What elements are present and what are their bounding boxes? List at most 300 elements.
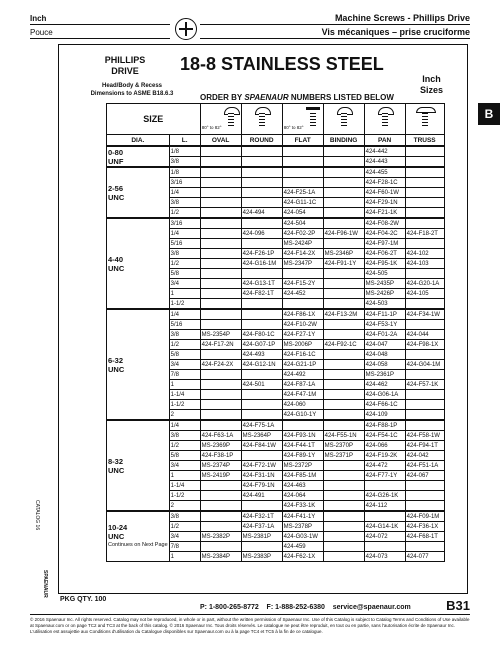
part-number-cell: 424-503 [364, 299, 405, 310]
column-header-length: L. [169, 135, 200, 147]
column-header-oval: OVAL [200, 135, 241, 147]
part-number-cell: 424-F47-1M [282, 390, 323, 400]
part-number-cell [200, 400, 241, 410]
part-number-cell [405, 320, 444, 330]
part-number-cell: 424-G12-1N [241, 360, 282, 370]
part-number-cell: 424-F34-1W [405, 309, 444, 320]
part-number-cell [241, 542, 282, 552]
part-number-cell: 424-F89-1Y [282, 451, 323, 461]
part-number-cell [405, 370, 444, 380]
part-number-cell [200, 522, 241, 532]
package-quantity: PKG QTY. 100 [60, 596, 107, 603]
pan-head-icon [364, 104, 405, 135]
part-number-cell [323, 269, 364, 279]
part-number-cell: 424-054 [282, 208, 323, 219]
part-number-cell: 424-G03-1W [282, 532, 323, 542]
part-number-cell: 424-F72-1W [241, 461, 282, 471]
part-number-cell: 424-F21-1K [364, 208, 405, 219]
length-cell: 2 [169, 501, 200, 512]
oval-head-icon: 80° to 82° [200, 104, 241, 135]
part-number-cell [323, 370, 364, 380]
part-number-cell [241, 157, 282, 168]
part-number-cell [200, 279, 241, 289]
part-number-cell [323, 360, 364, 370]
part-number-cell: 424-G06-1A [364, 390, 405, 400]
catalog-edition: CATALOG 16 [34, 500, 40, 531]
part-number-cell [241, 188, 282, 198]
part-number-cell: 424-F32-1T [241, 511, 282, 522]
header-title-en: Machine Screws - Phillips Drive [334, 13, 470, 23]
part-number-cell [282, 178, 323, 188]
part-number-cell [200, 481, 241, 491]
column-header-dia: DIA. [107, 135, 170, 147]
phillips-screw-icon [175, 18, 197, 40]
part-number-cell: 424-058 [364, 360, 405, 370]
part-number-cell [200, 390, 241, 400]
part-number-cell: 424-494 [241, 208, 282, 219]
part-number-cell [200, 178, 241, 188]
part-number-cell: MS-2372P [282, 461, 323, 471]
part-number-cell: MS-2361P [364, 370, 405, 380]
part-number-cell [200, 511, 241, 522]
contact-info [200, 604, 411, 611]
part-number-cell [241, 218, 282, 229]
part-number-cell: 424-F15-2Y [282, 279, 323, 289]
email-link[interactable]: service@spaenaur.com [332, 604, 411, 611]
part-number-cell [405, 146, 444, 157]
part-number-cell [200, 229, 241, 239]
length-cell: 3/16 [169, 178, 200, 188]
part-number-cell: 424-048 [364, 350, 405, 360]
part-number-cell: 424-F82-1T [241, 289, 282, 299]
column-header-flat: FLAT [282, 135, 323, 147]
part-number-cell [200, 208, 241, 219]
part-number-cell: 424-F26-1P [241, 249, 282, 259]
part-number-cell: 424-459 [282, 542, 323, 552]
part-number-cell: MS-2347P [282, 259, 323, 269]
part-number-cell: 424-044 [405, 330, 444, 340]
part-number-cell [200, 146, 241, 157]
part-number-cell [200, 420, 241, 431]
part-number-cell: MS-2346P [323, 249, 364, 259]
binding-head-icon [323, 104, 364, 135]
part-number-cell [241, 370, 282, 380]
part-number-cell: 424-F85-1M [282, 471, 323, 481]
part-number-cell: 424-F28-1C [364, 178, 405, 188]
length-cell: 1-1/2 [169, 299, 200, 310]
length-cell: 1 [169, 380, 200, 390]
part-number-cell [405, 481, 444, 491]
part-number-cell: MS-2426P [364, 289, 405, 299]
part-number-cell: 424-442 [364, 146, 405, 157]
part-number-cell: 424-F18-2T [405, 229, 444, 239]
part-number-cell: 424-F04-2C [364, 229, 405, 239]
part-number-cell [323, 522, 364, 532]
diameter-cell: 8-32 UNC [107, 420, 170, 511]
part-number-cell: 424-096 [241, 229, 282, 239]
part-number-cell [282, 167, 323, 178]
diameter-cell: 2-56 UNC [107, 167, 170, 218]
length-cell: 3/4 [169, 461, 200, 471]
part-number-cell: 424-F33-1K [282, 501, 323, 512]
part-number-cell [200, 320, 241, 330]
part-number-cell: 424-F98-1X [405, 340, 444, 350]
part-number-cell: 424-066 [364, 441, 405, 451]
part-number-cell [200, 309, 241, 320]
part-number-cell: 424-047 [364, 340, 405, 350]
table-row [107, 146, 445, 157]
part-number-cell: 424-060 [282, 400, 323, 410]
length-cell: 1/4 [169, 188, 200, 198]
part-number-cell: 424-462 [364, 380, 405, 390]
length-cell: 1-1/4 [169, 390, 200, 400]
length-cell: 5/16 [169, 320, 200, 330]
part-number-cell: 424-F87-1A [282, 380, 323, 390]
part-number-cell [323, 491, 364, 501]
part-number-cell: MS-2382P [200, 532, 241, 542]
part-number-cell: MS-2371P [323, 451, 364, 461]
part-number-cell [200, 249, 241, 259]
header-inch: Inch [30, 14, 47, 23]
length-cell: 5/16 [169, 239, 200, 249]
page-number: B31 [446, 598, 470, 613]
part-number-cell [200, 370, 241, 380]
part-number-cell [323, 167, 364, 178]
length-cell: 5/8 [169, 269, 200, 279]
part-number-cell: 424-501 [241, 380, 282, 390]
part-number-cell: 424-452 [282, 289, 323, 299]
part-number-cell: 424-F06-2T [364, 249, 405, 259]
part-number-cell: 424-491 [241, 491, 282, 501]
part-number-cell [200, 269, 241, 279]
part-number-cell: 424-F24-2X [200, 360, 241, 370]
part-number-cell: 424-F17-2N [200, 340, 241, 350]
part-number-cell: 424-G10-1Y [282, 410, 323, 421]
part-number-cell [323, 178, 364, 188]
part-number-cell: 424-F19-2K [364, 451, 405, 461]
length-cell: 1/4 [169, 420, 200, 431]
part-number-cell [405, 198, 444, 208]
page-title: 18-8 STAINLESS STEEL [180, 54, 384, 74]
part-number-cell: MS-2384P [200, 552, 241, 562]
part-number-cell: 424-F44-1T [282, 441, 323, 451]
part-number-cell: 424-103 [405, 259, 444, 269]
part-number-cell [323, 532, 364, 542]
part-number-cell: 424-F58-1W [405, 431, 444, 441]
part-number-cell: 424-077 [405, 552, 444, 562]
part-number-cell [282, 420, 323, 431]
part-number-cell: 424-F25-1A [282, 188, 323, 198]
part-number-cell [282, 146, 323, 157]
part-number-cell: 424-F75-1A [241, 420, 282, 431]
part-number-cell: 424-G11-1C [282, 198, 323, 208]
part-number-cell: 424-F38-1P [200, 451, 241, 461]
part-number-cell [364, 542, 405, 552]
part-number-cell: 424-G13-1T [241, 279, 282, 289]
length-cell: 3/4 [169, 360, 200, 370]
part-number-cell [405, 167, 444, 178]
part-number-cell [323, 471, 364, 481]
part-number-cell [200, 350, 241, 360]
part-number-cell [364, 511, 405, 522]
part-number-cell: 424-F02-2P [282, 229, 323, 239]
part-number-cell [200, 289, 241, 299]
part-number-cell [323, 239, 364, 249]
length-cell: 1/2 [169, 259, 200, 269]
part-number-cell [200, 157, 241, 168]
part-number-cell [200, 259, 241, 269]
part-number-cell [200, 501, 241, 512]
part-number-cell: 424-072 [364, 532, 405, 542]
part-number-cell [323, 420, 364, 431]
brand-logo: SPAENAUR [42, 570, 48, 598]
inch-sizes-label: Inch Sizes [420, 74, 444, 95]
part-number-cell: MS-2378P [282, 522, 323, 532]
part-number-cell: 424-F60-1W [364, 188, 405, 198]
part-number-cell [323, 330, 364, 340]
part-number-cell [241, 167, 282, 178]
part-number-cell [405, 299, 444, 310]
part-number-cell [323, 198, 364, 208]
part-number-cell: MS-2383P [241, 552, 282, 562]
header-title-fr: Vis mécaniques – prise cruciforme [321, 27, 470, 37]
part-number-cell [241, 239, 282, 249]
part-number-cell: 424-F08-2W [364, 218, 405, 229]
part-number-cell: 424-F55-1N [323, 431, 364, 441]
part-number-cell: 424-F62-1X [282, 552, 323, 562]
length-cell: 1-1/4 [169, 481, 200, 491]
part-number-cell: 424-F09-1M [405, 511, 444, 522]
part-number-cell [241, 309, 282, 320]
column-header-round: ROUND [241, 135, 282, 147]
part-number-cell: 424-F84-1W [241, 441, 282, 451]
part-number-cell: 424-105 [405, 289, 444, 299]
part-number-cell: MS-2424P [282, 239, 323, 249]
part-number-cell: 424-F66-1C [364, 400, 405, 410]
length-cell: 3/8 [169, 157, 200, 168]
part-number-cell [323, 380, 364, 390]
part-number-cell: 424-F27-1Y [282, 330, 323, 340]
part-number-cell: 424-112 [364, 501, 405, 512]
part-number-cell: 424-F10-2W [282, 320, 323, 330]
length-cell: 7/8 [169, 542, 200, 552]
part-number-cell [200, 167, 241, 178]
part-number-cell: 424-102 [405, 249, 444, 259]
part-number-cell: 424-F41-1Y [282, 511, 323, 522]
phone: P: 1-800-265-8772 [200, 604, 259, 611]
part-number-cell: MS-2369P [200, 441, 241, 451]
section-tab: B [478, 103, 500, 125]
flat-head-icon: 80° to 82° [282, 104, 323, 135]
part-number-cell: 424-F77-1Y [364, 471, 405, 481]
part-number-cell [200, 542, 241, 552]
fax: F: 1-888-252-6380 [266, 604, 325, 611]
part-number-cell [241, 146, 282, 157]
table-row [107, 167, 445, 178]
part-number-cell: 424-G21-1P [282, 360, 323, 370]
length-cell: 3/4 [169, 279, 200, 289]
length-cell: 3/8 [169, 330, 200, 340]
length-cell: 1-1/2 [169, 491, 200, 501]
table-row [107, 309, 445, 320]
part-number-cell: 424-F88-1P [364, 420, 405, 431]
header-pouce: Pouce [30, 28, 53, 37]
part-number-cell [323, 188, 364, 198]
part-number-cell: 424-F97-1M [364, 239, 405, 249]
part-number-cell [241, 178, 282, 188]
table-row [107, 218, 445, 229]
length-cell: 7/8 [169, 370, 200, 380]
length-cell: 3/8 [169, 431, 200, 441]
part-number-cell: 424-F96-1W [323, 229, 364, 239]
length-cell: 2 [169, 410, 200, 421]
round-head-icon [241, 104, 282, 135]
part-number-cell: MS-2354P [200, 330, 241, 340]
parts-table [106, 103, 445, 562]
part-number-cell [241, 410, 282, 421]
part-number-cell: 424-493 [241, 350, 282, 360]
part-number-cell [282, 299, 323, 310]
part-number-cell [323, 400, 364, 410]
part-number-cell [405, 491, 444, 501]
diameter-cell: 10-24 UNC Continues on Next Page [107, 511, 170, 562]
part-number-cell: 424-F01-2A [364, 330, 405, 340]
part-number-cell: 424-505 [364, 269, 405, 279]
part-number-cell [200, 239, 241, 249]
part-number-cell [323, 146, 364, 157]
part-number-cell [241, 198, 282, 208]
part-number-cell [405, 420, 444, 431]
part-number-cell: 424-F29-1N [364, 198, 405, 208]
length-cell: 3/8 [169, 511, 200, 522]
length-cell: 5/8 [169, 451, 200, 461]
table-row [107, 420, 445, 431]
part-number-cell: 424-G14-1K [364, 522, 405, 532]
part-number-cell [405, 501, 444, 512]
part-number-cell: MS-2006P [282, 340, 323, 350]
truss-head-icon [405, 104, 444, 135]
part-number-cell [200, 198, 241, 208]
part-number-cell [405, 188, 444, 198]
part-number-cell: 424-F16-1C [282, 350, 323, 360]
part-number-cell: 424-F79-1N [241, 481, 282, 491]
column-header-binding: BINDING [323, 135, 364, 147]
part-number-cell [405, 218, 444, 229]
length-cell: 3/8 [169, 249, 200, 259]
part-number-cell: 424-F63-1A [200, 431, 241, 441]
part-number-cell: 424-F31-1N [241, 471, 282, 481]
column-header-truss: TRUSS [405, 135, 444, 147]
part-number-cell: 424-G16-1M [241, 259, 282, 269]
diameter-cell: 6-32 UNC [107, 309, 170, 420]
length-cell: 3/8 [169, 198, 200, 208]
length-cell: 1/4 [169, 229, 200, 239]
part-number-cell [323, 461, 364, 471]
table-row [107, 511, 445, 522]
length-cell: 1/2 [169, 340, 200, 350]
part-number-cell: MS-2381P [241, 532, 282, 542]
part-number-cell [282, 157, 323, 168]
part-number-cell [405, 390, 444, 400]
part-number-cell: 424-F93-1N [282, 431, 323, 441]
part-number-cell: 424-G04-1M [405, 360, 444, 370]
part-number-cell [241, 299, 282, 310]
length-cell: 3/16 [169, 218, 200, 229]
part-number-cell [323, 208, 364, 219]
part-number-cell [241, 501, 282, 512]
part-number-cell: 424-F54-1C [364, 431, 405, 441]
part-number-cell: MS-2374P [200, 461, 241, 471]
part-number-cell [323, 410, 364, 421]
part-number-cell: 424-F51-1A [405, 461, 444, 471]
part-number-cell: 424-F80-1C [241, 330, 282, 340]
part-number-cell: 424-F94-1T [405, 441, 444, 451]
drive-label: PHILLIPS DRIVE [104, 55, 146, 76]
part-number-cell [282, 269, 323, 279]
part-number-cell [241, 390, 282, 400]
part-number-cell: 424-F95-1K [364, 259, 405, 269]
part-number-cell: MS-2370P [323, 441, 364, 451]
length-cell: 3/4 [169, 532, 200, 542]
part-number-cell [200, 410, 241, 421]
part-number-cell: 424-F91-1Y [323, 259, 364, 269]
part-number-cell: 424-F36-1X [405, 522, 444, 532]
part-number-cell [405, 350, 444, 360]
length-cell: 1/2 [169, 441, 200, 451]
part-number-cell: 424-F92-1C [323, 340, 364, 350]
dimensions-note: Head/Body & Recess Dimensions to ASME B18.6.3 [90, 83, 174, 97]
length-cell: 1/4 [169, 309, 200, 320]
part-number-cell [323, 542, 364, 552]
part-number-cell [323, 279, 364, 289]
part-number-cell [241, 400, 282, 410]
part-number-cell [241, 269, 282, 279]
part-number-cell [405, 239, 444, 249]
length-cell: 1/8 [169, 146, 200, 157]
part-number-cell [323, 299, 364, 310]
part-number-cell [323, 552, 364, 562]
part-number-cell [241, 451, 282, 461]
legal-text: © 2016 Spaenaur Inc. All rights reserved. Catalog may not be reproduced, in whole or in part, without the written permission of Spaenaur Inc. Use of this Catalog is subject to Catalog Terms and Conditions of Use available at Spaenaur.com or on page TC2 and TC3 at the back of this catalog. © 2016 Spaenaur Inc. Tous droits réservés. Le catalogue ne peut être reproduit, en tout ou en partie, sans l'autorisation écrite de Spaenaur Inc. L'utilisation est assujettie aux Conditions d'utilisation du Catalogue disponibles sur Spaenaur.com ou à la page TC4 et TC5 à la fin de ce catalogue. [30, 617, 470, 634]
length-cell: 1/2 [169, 208, 200, 219]
column-header-pan: PAN [364, 135, 405, 147]
part-number-cell: 424-067 [405, 471, 444, 481]
length-cell: 1 [169, 552, 200, 562]
part-number-cell: 424-F11-1P [364, 309, 405, 320]
size-label: SIZE [107, 104, 201, 135]
part-number-cell: 424-G07-1P [241, 340, 282, 350]
part-number-cell: MS-2435P [364, 279, 405, 289]
part-number-cell [405, 400, 444, 410]
length-cell: 5/8 [169, 350, 200, 360]
part-number-cell: MS-2364P [241, 431, 282, 441]
part-number-cell: 424-F13-2M [323, 309, 364, 320]
part-number-cell [405, 157, 444, 168]
part-number-cell: 424-064 [282, 491, 323, 501]
part-number-cell [323, 218, 364, 229]
part-number-cell [200, 299, 241, 310]
length-cell: 1 [169, 471, 200, 481]
part-number-cell: 424-F86-1X [282, 309, 323, 320]
diameter-cell: 4-40 UNC [107, 218, 170, 309]
part-number-cell: 424-F53-1Y [364, 320, 405, 330]
part-number-cell: 424-G26-1K [364, 491, 405, 501]
diameter-cell: 0-80 UNF [107, 146, 170, 167]
part-number-cell [323, 289, 364, 299]
part-number-cell: 424-G20-1A [405, 279, 444, 289]
order-instruction: ORDER BY SPAENAUR NUMBERS LISTED BELOW [200, 93, 394, 102]
length-cell: 1/2 [169, 522, 200, 532]
